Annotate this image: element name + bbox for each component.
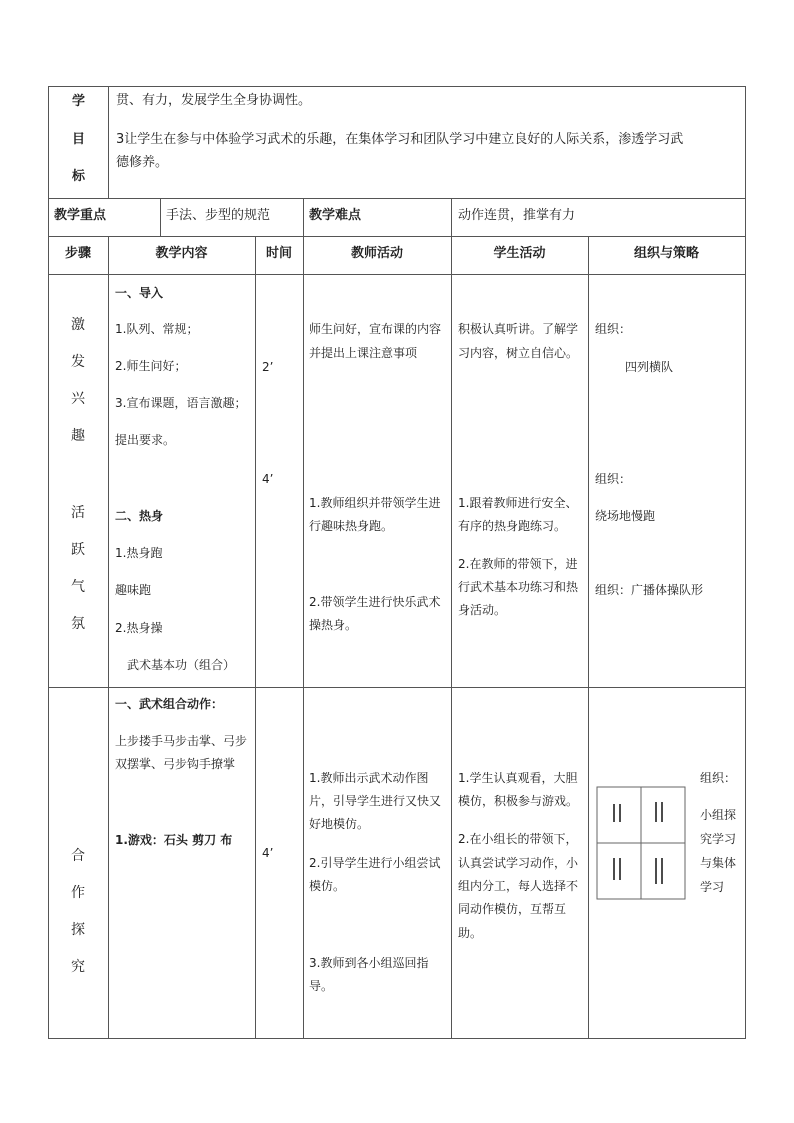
focus-value: 手法、步型的规范 [166, 208, 271, 223]
content-item: 2.热身操 [115, 621, 163, 635]
org-detail: 究学习 [700, 832, 737, 846]
teacher-activity: 模仿。 [309, 879, 346, 893]
step-label-a-1: 激 [71, 317, 85, 333]
step-label-b-2: 跃 [71, 542, 85, 558]
teacher-activity: 片，引导学生进行又快又 [309, 794, 442, 808]
step-label-a-2: 发 [71, 354, 85, 370]
org-detail: 与集体 [700, 856, 737, 870]
objectives-label-2: 目 [72, 132, 86, 147]
group-formation-diagram [596, 786, 686, 900]
content-item: 2.师生问好； [115, 359, 187, 373]
focus-label: 教学重点 [54, 208, 107, 223]
student-activity: 2.在小组长的带领下， [458, 832, 578, 846]
teacher-activity: 3.教师到各小组巡回指 [309, 956, 429, 970]
student-activity: 同动作模仿，互帮互 [458, 902, 567, 916]
header-step: 步骤 [64, 246, 91, 261]
teacher-activity: 导。 [309, 979, 334, 993]
student-activity: 身活动。 [458, 603, 507, 617]
teacher-activity: 2.带领学生进行快乐武术 [309, 595, 441, 609]
student-activity: 有序的热身跑练习。 [458, 519, 567, 533]
step-label-a-4: 趣 [71, 428, 85, 444]
student-activity: 组内分工，每人选择不 [458, 879, 579, 893]
org-detail: 组织：广播体操队形 [595, 583, 704, 597]
header-organization: 组织与策略 [633, 246, 699, 261]
student-activity: 模仿，积极参与游戏。 [458, 794, 579, 808]
time-value: 2’ [262, 360, 274, 374]
header-time: 时间 [265, 246, 292, 261]
student-activity: 1.学生认真观看，大胆 [458, 771, 578, 785]
time-value: 4’ [262, 846, 274, 860]
content-item: 上步搂手马步击掌、弓步 [115, 734, 248, 748]
step-label-c-3: 探 [71, 922, 85, 938]
student-activity: 认真尝试学习动作，小 [458, 856, 579, 870]
org-detail: 绕场地慢跑 [595, 509, 656, 523]
header-teacher: 教师活动 [350, 246, 403, 261]
student-activity: 1.跟着教师进行安全、 [458, 496, 578, 510]
teacher-activity: 操热身。 [309, 618, 358, 632]
content-item: 3.宣布课题，语言激趣； [115, 396, 247, 410]
difficulty-label: 教学难点 [309, 208, 362, 223]
content-title-intro: 一、导入 [115, 286, 164, 300]
org-detail: 四列横队 [625, 360, 674, 374]
content-item: 提出要求。 [115, 433, 176, 447]
student-activity: 2.在教师的带领下，进 [458, 557, 578, 571]
teacher-activity: 好地模仿。 [309, 817, 370, 831]
student-activity: 助。 [458, 926, 483, 940]
content-game: 1.游戏：石头 剪刀 布 [115, 833, 233, 847]
content-item: 趣味跑 [115, 583, 152, 597]
step-label-c-1: 合 [71, 848, 85, 864]
teacher-activity: 并提出上课注意事项 [309, 346, 418, 360]
teacher-activity: 2.引导学生进行小组尝试 [309, 856, 441, 870]
time-value: 4’ [262, 472, 274, 486]
step-label-c-4: 究 [71, 959, 85, 975]
student-activity: 习内容，树立自信心。 [458, 346, 579, 360]
teacher-activity: 行趣味热身跑。 [309, 519, 394, 533]
student-activity: 积极认真听讲。了解学 [458, 322, 579, 336]
step-label-c-2: 作 [71, 885, 85, 901]
teacher-activity: 师生问好，宣布课的内容 [309, 322, 442, 336]
objective-line-1: 贯、有力，发展学生全身协调性。 [116, 93, 312, 108]
org-label: 组织： [595, 322, 632, 336]
content-title-martial: 一、武术组合动作： [115, 697, 224, 711]
teacher-activity: 1.教师出示武术动作图 [309, 771, 429, 785]
content-item: 双摆掌、弓步钩手撩掌 [115, 757, 236, 771]
step-label-b-1: 活 [71, 505, 85, 521]
org-detail: 学习 [700, 880, 725, 894]
content-item: 1.队列、常规； [115, 322, 199, 336]
teacher-activity: 1.教师组织并带领学生进 [309, 496, 441, 510]
step-label-b-3: 气 [71, 579, 85, 595]
content-item: 武术基本功（组合） [127, 658, 236, 672]
objective-line-2: 3让学生在参与中体验学习武术的乐趣，在集体学习和团队学习中建立良好的人际关系，渗透学习武 [116, 132, 684, 147]
difficulty-value: 动作连贯，推掌有力 [458, 208, 576, 223]
header-student: 学生活动 [493, 246, 546, 261]
objectives-label-1: 学 [72, 94, 86, 109]
content-title-warmup: 二、热身 [115, 509, 164, 523]
header-content: 教学内容 [155, 246, 208, 261]
objective-line-3: 德修养。 [116, 155, 169, 170]
org-label: 组织： [595, 472, 632, 486]
org-detail: 小组探 [700, 808, 737, 822]
step-label-a-3: 兴 [71, 391, 85, 407]
objectives-label-3: 标 [72, 169, 86, 184]
org-label: 组织： [700, 771, 737, 785]
content-item: 1.热身跑 [115, 546, 163, 560]
student-activity: 行武术基本功练习和热 [458, 580, 579, 594]
step-label-b-4: 氛 [71, 616, 85, 632]
